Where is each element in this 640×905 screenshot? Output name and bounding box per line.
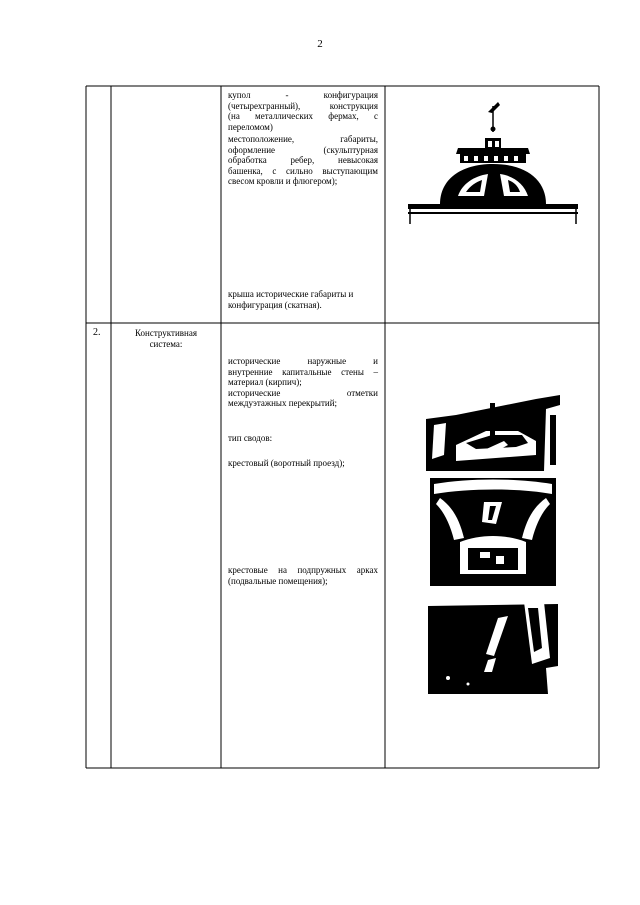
- cross-vault-description: крестовый (воротный проезд);: [228, 458, 345, 468]
- location-description: местоположение, габариты, оформление (скульптурная обработка ребер, невысокая башенка, с сильно выступающим свесом кровли и флюгером);: [228, 134, 378, 186]
- dome-with-spire-photo: [400, 96, 586, 230]
- basement-arch-photo: [428, 598, 558, 694]
- vault-type-label: тип сводов:: [228, 433, 273, 443]
- row-2-number: 2.: [93, 327, 101, 338]
- arch-vault-description: крестовые на подпружных арках (подвальные помещения);: [228, 565, 378, 586]
- row-2-name: Конструктивная система:: [135, 328, 197, 349]
- vault-photo: [430, 478, 556, 586]
- walls-description: исторические наружные и внутренние капитальные стены – материал (кирпич); исторические отметки междуэтажных перекрытий;: [228, 356, 378, 408]
- dome-description: купол - конфигурация (четырехгранный), конструкция (на металлических фермах, с переломом): [228, 90, 378, 132]
- page-number: 2: [317, 38, 323, 50]
- roof-description: крыша исторические габариты и конфигурация (скатная).: [228, 289, 354, 310]
- gate-passage-photo: [426, 385, 560, 471]
